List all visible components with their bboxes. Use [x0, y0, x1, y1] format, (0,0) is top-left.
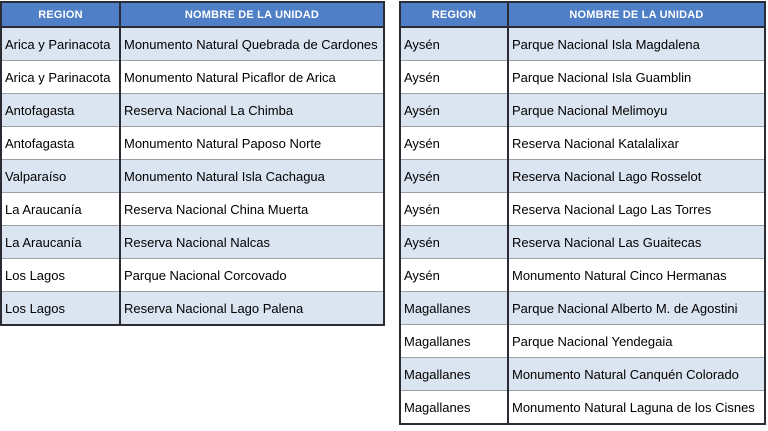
region-cell: Aysén [400, 61, 508, 94]
header-row [400, 2, 765, 27]
table-row [1, 160, 384, 193]
region-cell: Valparaíso [1, 160, 120, 193]
region-cell: Magallanes [400, 325, 508, 358]
region-cell: Magallanes [400, 358, 508, 391]
column-header-unit: NOMBRE DE LA UNIDAD [120, 2, 384, 27]
region-cell: Antofagasta [1, 127, 120, 160]
region-cell: Aysén [400, 160, 508, 193]
table-row [400, 391, 765, 425]
unit-name-cell: Monumento Natural Canquén Colorado [508, 358, 765, 391]
right-protected-areas-table [399, 1, 766, 425]
unit-name-cell: Reserva Nacional La Chimba [120, 94, 384, 127]
header-row [1, 2, 384, 27]
region-cell: La Araucanía [1, 226, 120, 259]
table-row [400, 358, 765, 391]
table-row [400, 27, 765, 61]
table-row [400, 61, 765, 94]
table-row [1, 61, 384, 94]
region-cell: Aysén [400, 226, 508, 259]
table-row [400, 259, 765, 292]
table-row [1, 127, 384, 160]
unit-name-cell: Reserva Nacional Lago Rosselot [508, 160, 765, 193]
unit-name-cell: Parque Nacional Alberto M. de Agostini [508, 292, 765, 325]
unit-name-cell: Parque Nacional Yendegaia [508, 325, 765, 358]
unit-name-cell: Parque Nacional Melimoyu [508, 94, 765, 127]
unit-name-cell: Reserva Nacional Katalalixar [508, 127, 765, 160]
table-row [400, 193, 765, 226]
table-row [1, 226, 384, 259]
unit-name-cell: Reserva Nacional Las Guaitecas [508, 226, 765, 259]
table-row [400, 94, 765, 127]
table-row [400, 292, 765, 325]
region-cell: Magallanes [400, 292, 508, 325]
unit-name-cell: Monumento Natural Isla Cachagua [120, 160, 384, 193]
table-row [400, 325, 765, 358]
unit-name-cell: Monumento Natural Laguna de los Cisnes [508, 391, 765, 425]
region-cell: Aysén [400, 94, 508, 127]
table-row [1, 27, 384, 61]
region-cell: La Araucanía [1, 193, 120, 226]
unit-name-cell: Reserva Nacional China Muerta [120, 193, 384, 226]
region-cell: Aysén [400, 127, 508, 160]
table-row [400, 160, 765, 193]
region-cell: Aysén [400, 27, 508, 61]
unit-name-cell: Reserva Nacional Nalcas [120, 226, 384, 259]
table-row [400, 226, 765, 259]
region-cell: Arica y Parinacota [1, 61, 120, 94]
unit-name-cell: Monumento Natural Quebrada de Cardones [120, 27, 384, 61]
unit-name-cell: Parque Nacional Isla Magdalena [508, 27, 765, 61]
unit-name-cell: Parque Nacional Corcovado [120, 259, 384, 292]
unit-name-cell: Monumento Natural Paposo Norte [120, 127, 384, 160]
column-header-unit: NOMBRE DE LA UNIDAD [508, 2, 765, 27]
table-row [1, 94, 384, 127]
table-row [400, 127, 765, 160]
unit-name-cell: Monumento Natural Picaflor de Arica [120, 61, 384, 94]
table-row [1, 292, 384, 326]
unit-name-cell: Parque Nacional Isla Guamblin [508, 61, 765, 94]
region-cell: Los Lagos [1, 292, 120, 326]
table-row [1, 193, 384, 226]
unit-name-cell: Monumento Natural Cinco Hermanas [508, 259, 765, 292]
region-cell: Antofagasta [1, 94, 120, 127]
region-cell: Magallanes [400, 391, 508, 425]
table-row [1, 259, 384, 292]
region-cell: Aysén [400, 193, 508, 226]
column-header-region: REGION [1, 2, 120, 27]
column-header-region: REGION [400, 2, 508, 27]
region-cell: Arica y Parinacota [1, 27, 120, 61]
unit-name-cell: Reserva Nacional Lago Las Torres [508, 193, 765, 226]
left-protected-areas-table [0, 1, 385, 326]
region-cell: Los Lagos [1, 259, 120, 292]
unit-name-cell: Reserva Nacional Lago Palena [120, 292, 384, 326]
region-cell: Aysén [400, 259, 508, 292]
